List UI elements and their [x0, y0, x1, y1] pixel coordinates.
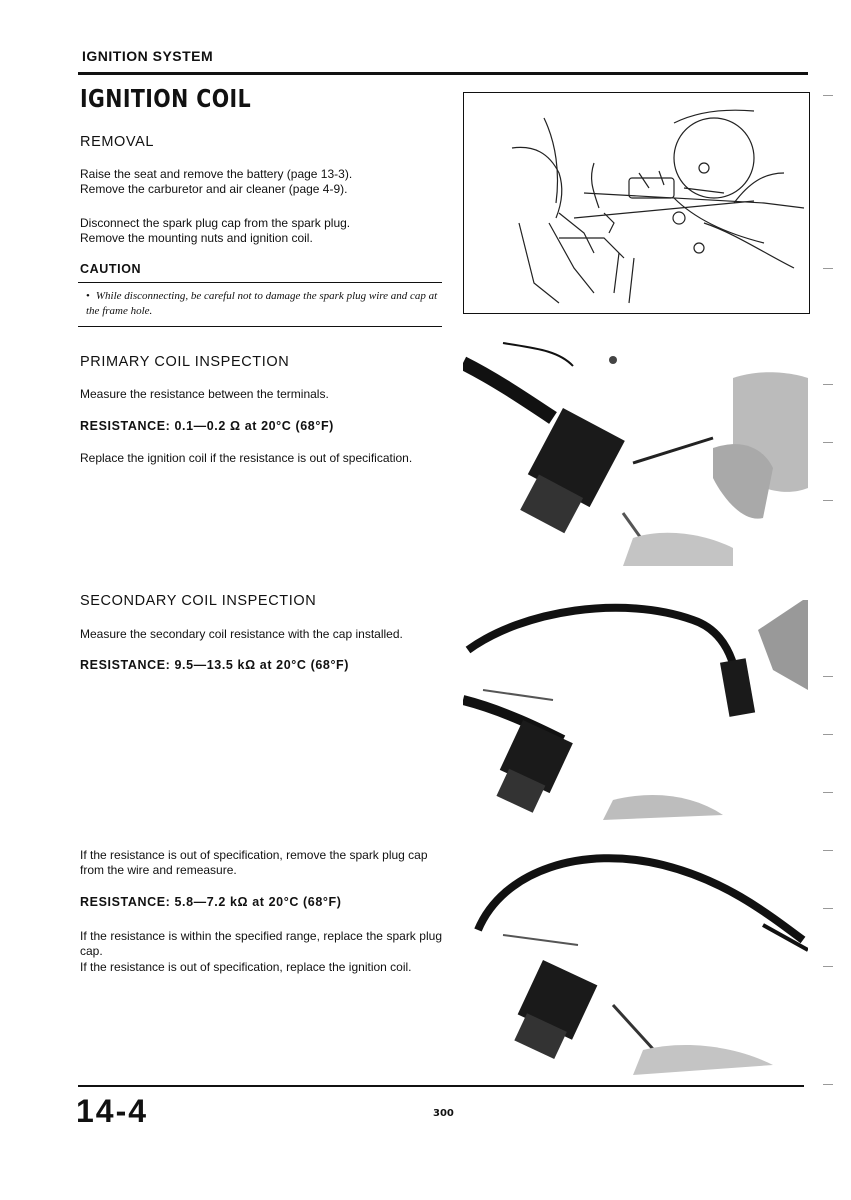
- page-number: 14-4: [76, 1093, 149, 1129]
- primary-note: Replace the ignition coil if the resistance is out of specification.: [80, 451, 413, 465]
- cap-spec: RESISTANCE: 5.8—7.2 kΩ at 20°C (68°F): [80, 895, 342, 909]
- scan-edge-mark: [823, 676, 833, 677]
- scan-edge-mark: [823, 1084, 833, 1085]
- secondary-heading: SECONDARY COIL INSPECTION: [80, 593, 317, 609]
- cap-note-2: If the resistance is out of specification, replace the ignition coil.: [80, 960, 412, 974]
- primary-text: Measure the resistance between the terminals.: [80, 387, 329, 401]
- page-title: IGNITION COIL: [80, 84, 252, 113]
- scan-edge-mark: [823, 908, 833, 909]
- primary-heading: PRIMARY COIL INSPECTION: [80, 354, 290, 370]
- footer-rule: [78, 1085, 804, 1087]
- figure-primary-test: [463, 338, 808, 566]
- caution-label: CAUTION: [80, 262, 142, 276]
- scan-edge-mark: [823, 966, 833, 967]
- removal-heading: REMOVAL: [80, 134, 155, 150]
- scan-edge-mark: [823, 384, 833, 385]
- caution-rule-bottom: [78, 326, 442, 327]
- cap-test-photo: [463, 840, 808, 1075]
- scan-edge-mark: [823, 268, 833, 269]
- figure-cap-test: [463, 840, 808, 1075]
- caution-rule-top: [78, 282, 442, 283]
- cap-note-1: If the resistance is within the specified range, replace the spark plug cap.: [80, 929, 442, 958]
- figure-coil-location: [463, 92, 810, 314]
- scan-edge-mark: [823, 850, 833, 851]
- scan-edge-mark: [823, 500, 833, 501]
- removal-line-2: Remove the carburetor and air cleaner (page 4-9).: [80, 182, 348, 196]
- page-index: 300: [433, 1108, 454, 1119]
- coil-location-drawing: [464, 93, 809, 313]
- figure-secondary-test: [463, 590, 808, 820]
- secondary-test-photo: [463, 590, 808, 820]
- secondary-spec: RESISTANCE: 9.5—13.5 kΩ at 20°C (68°F): [80, 658, 350, 672]
- scan-edge-mark: [823, 442, 833, 443]
- primary-spec: RESISTANCE: 0.1—0.2 Ω at 20°C (68°F): [80, 419, 334, 433]
- caution-text: [86, 289, 444, 319]
- caution-body: While disconnecting, be careful not to damage the spark plug wire and cap at the frame hole.: [86, 290, 438, 317]
- scan-edge-mark: [823, 734, 833, 735]
- scan-edge-mark: [823, 95, 833, 96]
- primary-test-photo: [463, 338, 808, 566]
- section-header: IGNITION SYSTEM: [82, 48, 214, 64]
- caution-bullet: •: [86, 290, 90, 302]
- removal-line-3: Disconnect the spark plug cap from the spark plug.: [80, 216, 351, 230]
- header-rule: [78, 72, 808, 75]
- scan-edge-mark: [823, 792, 833, 793]
- removal-line-1: Raise the seat and remove the battery (page 13-3).: [80, 167, 353, 181]
- secondary-text: Measure the secondary coil resistance with the cap installed.: [80, 627, 403, 641]
- cap-text: If the resistance is out of specification, remove the spark plug cap from the wire and remeasure.: [80, 848, 428, 877]
- removal-para-1: [80, 167, 448, 197]
- removal-para-2: [80, 216, 448, 246]
- removal-line-4: Remove the mounting nuts and ignition coil.: [80, 231, 313, 245]
